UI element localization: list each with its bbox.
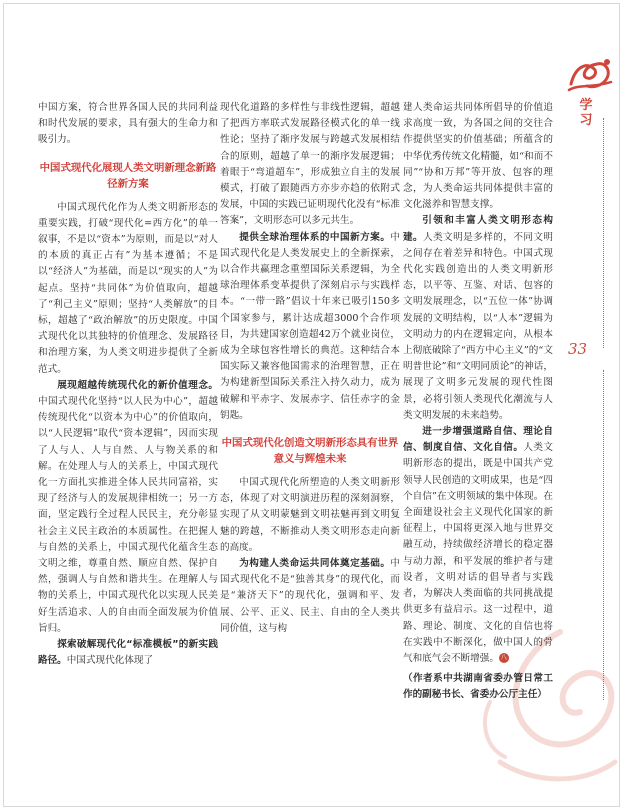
paragraph: 现代化道路的多样性与非线性逻辑，超越了把西方率联式发展路径模式化的单一线性论；坚持了渐序发展与跨越式发展相结合的原则，超越了单一的渐序发展逻辑；着眼于“弯道超车”，形成独立自主的发展模式，打破了跟随西方亦步亦趋的依附式发展，中国的实践已证明现代化没有“标准答案”，文明形态可以多元共生。	[220, 102, 400, 227]
paragraph-body: 人类文明是多样的，不同文明之间存在着差异和特色。中国式现代化实践创造出的人类文明新形态，以平等、互鉴、对话、包容的文明发展理念，以“五位一体”协调发展的文明结构，以“人本”逻辑为文明动力的内在逻辑定向，从根本上彻底破除了“西方中心主义”的“文明普世论”和“文明同质论”的神话，展现了文明多元发展的现代性图景，必将引领人类现代化潮流与人类文明发展的未来趋势。	[403, 231, 554, 421]
paragraph-lead: 提供全球治理体系的中国新方案。	[239, 231, 391, 243]
paragraph: 中国式现代化所塑造的人类文明新形态，体现了对文明演进历程的深刻洞察，实现了从文明蒙魅到文明祛魅再到文明复魅的跨越，不断推动人类文明形态走向新的高度。	[220, 477, 400, 553]
section-label: 学习	[579, 98, 593, 128]
paragraph-lead: 为构建人类命运共同体奠定基础。	[239, 558, 391, 570]
section-heading: 中国式现代化展现人类文明新理念新路径新方案	[39, 161, 217, 190]
paragraph-body: 中国式现代化坚持“以人民为中心”，超越传统现代化“以资本为中心”的价值取向，以“人民逻辑”取代“资本逻辑”，因而实现了人与人、人与自然、人与物关系的和解。在处理人与人的关系上，中国式现代化一方面扎实推进全体人民共同富裕，实现了经济与人的发展规律相统一；另一方面，坚定践行全过程人民民主，充分彰显社会主义民主政治的本质属性。在把握人与自然的关系上，中国式现代化蕴含生态文明之维，尊重自然、顺应自然、保护自然，强调人与自然和谐共生。在理解人与物的关系上，中国式现代化以实现人民美好生活追求、人的自由而全面发展为价值旨归。	[38, 396, 218, 634]
paragraph: 中国方案，符合世界各国人民的共同利益和时代发展的要求，具有强大的生命力和吸引力。	[38, 102, 218, 146]
paragraph-body: 中国式现代化不是“独善其身”的现代化，而是“兼济天下”的现代化，强调和平、发展、公平、正义、民主、自由的全人类共同价值，这与构	[220, 558, 400, 634]
author-note: （作者系中共湖南省委办管日常工作的副秘书长、省委办公厅主任）	[403, 673, 553, 701]
paragraph	[38, 637, 218, 669]
article-column-1	[38, 100, 218, 670]
paragraph-lead: 引领和丰富人类文明形态构建。	[403, 215, 553, 243]
paragraph-lead: 展现超越传统现代化的新价值理念。	[57, 379, 218, 391]
paragraph: 建人类命运共同体所倡导的价值追求高度一致，为各国之间的交往合作提供坚实的价值基础；所蕴含的中华优秀传统文化精髓，如“和而不同”“协和万邦”等开放、包容的理念，为人类命运共同体提供丰富的文化滋养和智慧支撑。	[403, 102, 553, 211]
article-column-2	[220, 100, 400, 637]
paragraph-body: 人类文明新形态的提出，既是中国共产党领导人民创造的文明成果，也是“四个自信”在文明领域的集中体现。在全面建设社会主义现代化国家的新征程上，中国将更深入地与世界交融互动，持续做经济增长的稳定器与动力源，和平发展的维护者与建设者，文明对话的倡导者与实践者，为解决人类面临的共同挑战提供更多有益启示。这一过程中，道路、理论、制度、文化的自信也将在实践中不断深化，做中国人的骨气和底气会不断增强。	[403, 442, 554, 664]
paragraph	[220, 230, 400, 424]
paragraph	[403, 424, 553, 667]
end-mark-icon: 八	[500, 654, 507, 662]
paragraph-body: 中国式现代化是人类发展史上的全新探索，以合作共赢理念重塑国际关系逻辑，为全球治理体系变革提供了深刻启示与实践样本。“一带一路”倡议十年来已吸引150多个国家参与，累计达成超3000个合作项目，为共建国家创造超42万个就业岗位，成为全球包容性增长的典范。这种结合本国实际又兼容他国需求的治理智慧，正在为构建新型国际关系注入持久动力，成为破解和平赤字、发展赤字、信任赤字的金钥匙。	[220, 231, 400, 421]
paragraph: 中国式现代化作为人类文明新形态的重要实践，打破“现代化=西方化”的单一叙事，不是以“资本”为原则，而是以“对人的本质的真正占有”为基本遵循；不是以“经济人”为基础，而是以“现实的人”为起点。坚持“共同体”为价值取向，超越了“利己主义”原则；坚持“人类解放”的目标，超越了“政治解放”的历史限度。中国式现代化以其独特的价值理念、发展路径和治理方案，为人类文明进步提供了全新范式。	[38, 201, 218, 375]
paragraph	[403, 213, 553, 424]
side-divider	[603, 118, 605, 348]
section-heading: 中国式现代化创造文明新形态具有世界意义与辉煌未来	[221, 437, 399, 466]
article-column-3	[403, 100, 553, 704]
paragraph-lead: 进一步增强道路自信、理论自信、制度自信、文化自信。	[403, 426, 553, 454]
magazine-logo-icon	[563, 54, 617, 96]
page-number: 33	[568, 340, 588, 358]
paragraph-body: 中国式现代化体现了	[66, 655, 154, 667]
paragraph	[220, 556, 400, 637]
paragraph-lead: 探索破解现代化“标准模板”的新实践路径。	[38, 639, 218, 667]
paragraph	[38, 378, 218, 637]
